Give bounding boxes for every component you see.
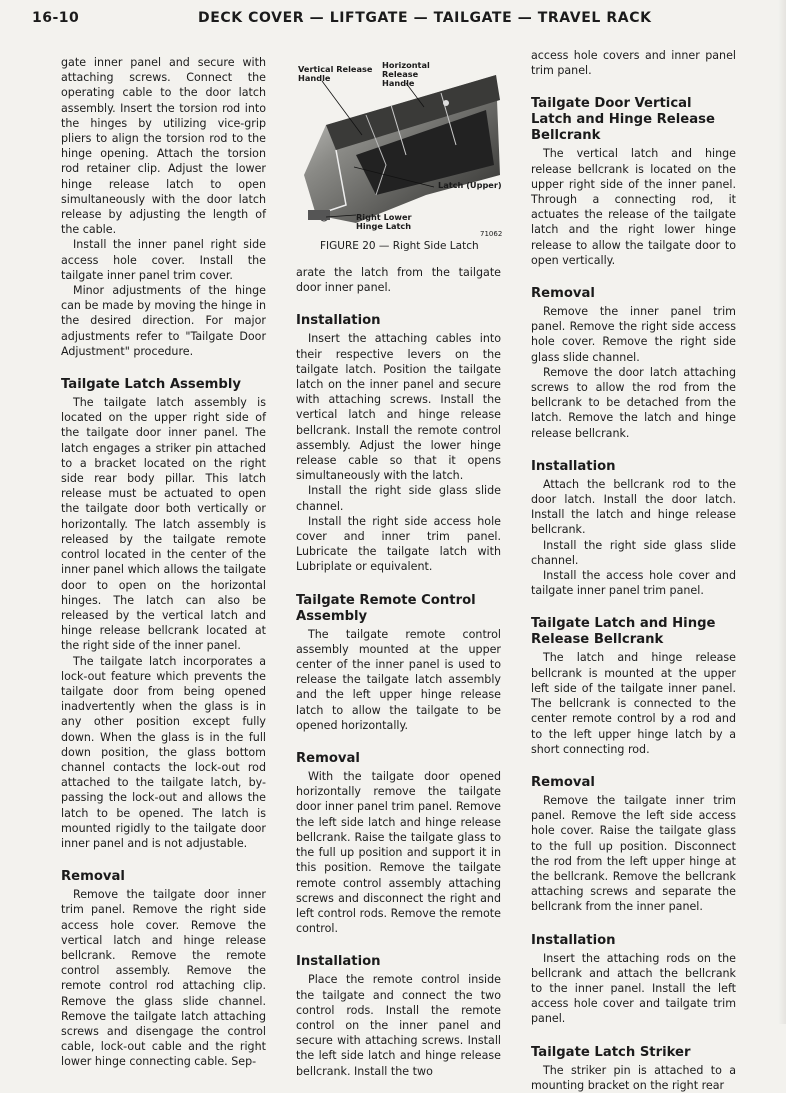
section-heading: Tailgate Latch and Hinge Release Bellcrank [531, 616, 716, 648]
section-heading: Tailgate Remote Control Assembly [296, 592, 476, 624]
section-heading: Installation [531, 458, 616, 474]
figure-caption: FIGURE 20 — Right Side Latch [320, 240, 479, 252]
paragraph: arate the latch from the tailgate door inner panel. [296, 266, 501, 295]
paragraph: Remove the inner panel trim panel. Remove the right side access hole cover. Remove the right side glass slide channel. [531, 305, 736, 364]
page-edge-shadow [778, 0, 786, 1024]
paragraph: Install the right side glass slide channel. [531, 538, 736, 567]
section-heading: Removal [531, 774, 595, 790]
figure-code: 71062 [480, 230, 503, 238]
section-heading: Tailgate Latch Striker [531, 1044, 691, 1060]
section-heading: Removal [296, 751, 360, 767]
paragraph: Insert the attaching rods on the bellcrank and attach the bellcrank to the inner panel. Install the left access hole cover and tailgate trim panel. [531, 951, 736, 1026]
label-latch-upper: Latch (Upper) [438, 180, 502, 190]
paragraph: Insert the attaching cables into their respective levers on the tailgate latch. Position the tailgate latch on the inner panel and secure with attaching screws. Install the vertical latch and hinge release bellcrank. Install the remote control assembly. Adjust the lower hinge release cable so that it opens simultaneously with the latch. [296, 332, 501, 483]
page-header [0, 0, 786, 40]
paragraph: access hole covers and inner panel trim panel. [531, 49, 736, 78]
section-heading: Installation [531, 932, 616, 948]
paragraph: The tailgate latch assembly is located on the upper right side of the tailgate door inner panel. The latch engages a striker pin attached to a bracket located on the right side rear body pillar. This latch release must be actuated to open the tailgate door both vertically or horizontally. The latch assembly is released by the tailgate remote control located in the center of the inner panel which allows the tailgate door to open on the horizontal hinges. The latch can also be released by the vertical latch and hinge release bellcrank located at the right side of the inner panel. [61, 396, 266, 653]
page-number: 16-10 [32, 10, 80, 26]
label-vertical-release-handle: Vertical Release Handle [298, 64, 373, 83]
paragraph: The tailgate remote control assembly mounted at the upper center of the inner panel is used to release the tailgate latch assembly and the left upper hinge release latch to allow the tailgate to be opened horizontally. [296, 627, 501, 732]
paragraph: The vertical latch and hinge release bellcrank is located on the upper right side of the inner panel. Through a connecting rod, it actuates the release of the tailgate latch and the right lower hinge release to allow the tailgate door to open vertically. [531, 147, 736, 267]
paragraph: Install the inner panel right side access hole cover. Install the tailgate inner panel trim cover. [61, 238, 266, 282]
section-heading: Installation [296, 954, 381, 970]
paragraph: The tailgate latch incorporates a lock-out feature which prevents the tailgate door from being opened inadvertently when the glass is in any other position except fully down. When the glass is in the full down position, the glass bottom channel contacts the lock-out rod attached to the tailgate latch, by-passing the lock-out and allows the latch to be opened. The latch is mounted rigidly to the tailgate door inner panel and is not adjustable. [61, 654, 266, 850]
section-heading: Installation [296, 313, 381, 329]
section-heading: Tailgate Latch Assembly [61, 377, 241, 393]
paragraph: Install the right side access hole cover and inner trim panel. Lubricate the tailgate latch with Lubriplate or equivalent. [296, 514, 501, 574]
paragraph: Remove the door latch attaching screws to allow the rod from the bellcrank to be detached from the latch. Remove the latch and hinge release bellcrank. [531, 365, 736, 440]
column-left [61, 55, 266, 1070]
paragraph: Install the right side glass slide channel. [296, 484, 501, 513]
section-heading: Tailgate Door Vertical Latch and Hinge Release Bellcrank [531, 96, 715, 144]
paragraph: With the tailgate door opened horizontally remove the tailgate door inner panel trim panel. Remove the left side latch and hinge release bellcrank. Raise the tailgate glass to the full up position and support it in this position. Remove the tailgate remote control assembly attaching screws and disconnect the right and left control rods. Remove the remote control. [296, 770, 501, 936]
label-right-lower-hinge-latch: Right Lower Hinge Latch [356, 212, 412, 231]
label-horizontal-release-handle: Horizontal Release Handle [382, 60, 430, 88]
paragraph: The latch and hinge release bellcrank is mounted at the upper left side of the tailgate inner panel. The bellcrank is connected to the center remote control by a rod and to the left upper hinge latch by a short connecting rod. [531, 651, 736, 756]
section-heading: Removal [531, 286, 595, 302]
paragraph: Attach the bellcrank rod to the door latch. Install the door latch. Install the latch and hinge release bellcrank. [531, 477, 736, 537]
paragraph: Place the remote control inside the tailgate and connect the two control rods. Install the remote control on the inner panel and secure with attaching screws. Install the left side latch and hinge release bellcrank. Install the two [296, 973, 501, 1078]
paragraph: Minor adjustments of the hinge can be made by moving the hinge in the desired direction. For major adjustments refer to "Tailgate Door Adjustment" procedure. [61, 284, 266, 358]
paragraph: The striker pin is attached to a mounting bracket on the right rear [531, 1063, 736, 1092]
section-heading: Removal [61, 869, 125, 885]
column-right [531, 48, 736, 1093]
paragraph: gate inner panel and secure with attaching screws. Connect the operating cable to the door latch assembly. Insert the torsion rod into the hinges by utilizing vice-grip pliers to align the torsion rod to the hinge opening. Attach the torsion rod retainer clip. Adjust the lower hinge release latch to open simultaneously with the door latch release by adjusting the length of the cable. [61, 56, 266, 237]
column-middle [296, 55, 501, 1079]
figure-right-side-latch [296, 55, 501, 251]
paragraph: Remove the tailgate inner trim panel. Remove the left side access hole cover. Raise the tailgate glass to the full up position. Disconnect the rod from the left upper hinge at the bellcrank. Remove the bellcrank attaching screws and separate the bellcrank from the inner panel. [531, 793, 736, 914]
paragraph: Install the access hole cover and tailgate inner panel trim panel. [531, 569, 736, 598]
paragraph: Remove the tailgate door inner trim panel. Remove the right side access hole cover. Remove the vertical latch and hinge release bellcrank. Remove the remote control assembly. Remove the remote control rod attaching clip. Remove the glass slide channel. Remove the tailgate latch attaching screws and disengage the control cable, lock-out cable and the right lower hinge connecting cable. Sep- [61, 888, 266, 1069]
running-title: DECK COVER — LIFTGATE — TAILGATE — TRAVEL RACK [198, 10, 652, 26]
